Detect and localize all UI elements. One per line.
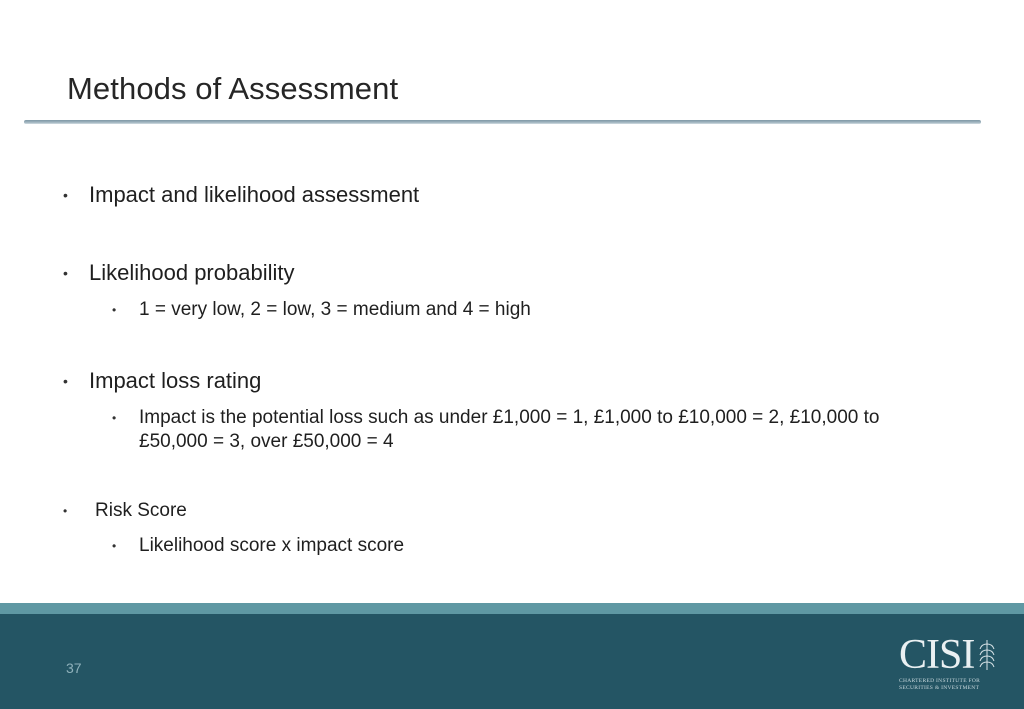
page-number: 37 bbox=[66, 660, 82, 676]
bullet-text: Impact and likelihood assessment bbox=[89, 182, 420, 207]
bullet-dot-icon: • bbox=[63, 187, 68, 203]
sub-bullet-text: 1 = very low, 2 = low, 3 = medium and 4 = high bbox=[139, 299, 531, 320]
bullet-dot-icon: • bbox=[63, 373, 68, 389]
logo-wordmark: CISI bbox=[899, 632, 975, 678]
bullet-item bbox=[63, 180, 419, 210]
logo-tagline bbox=[899, 678, 997, 692]
footer-accent-band bbox=[0, 603, 1024, 614]
sub-bullet-item bbox=[112, 406, 879, 454]
bullet-item bbox=[63, 258, 294, 288]
sub-bullet-text bbox=[139, 406, 879, 454]
slide-title: Methods of Assessment bbox=[67, 71, 399, 106]
logo-tagline-line: CHARTERED INSTITUTE FOR bbox=[899, 678, 981, 684]
sub-bullet-item bbox=[112, 298, 531, 322]
bullet-dot-icon: • bbox=[112, 411, 117, 425]
bullet-item bbox=[63, 498, 187, 524]
sub-bullet-line: £50,000 = 3, over £50,000 = 4 bbox=[139, 431, 394, 452]
bullet-text: Likelihood probability bbox=[89, 260, 295, 285]
sub-bullet-line: Impact is the potential loss such as under £1,000 = 1, £1,000 to £10,000 = 2, £10,000 to bbox=[139, 407, 880, 428]
bullet-text: Risk Score bbox=[95, 500, 187, 521]
sub-bullet-text: Likelihood score x impact score bbox=[139, 535, 405, 556]
bullet-dot-icon: • bbox=[63, 504, 68, 518]
footer-bar bbox=[0, 614, 1024, 709]
sub-bullet-item bbox=[112, 534, 404, 558]
laurel-emblem-icon bbox=[978, 638, 996, 672]
logo-tagline-line: SECURITIES & INVESTMENT bbox=[899, 685, 980, 691]
bullet-dot-icon: • bbox=[63, 265, 68, 281]
bullet-dot-icon: • bbox=[112, 539, 117, 553]
bullet-dot-icon: • bbox=[112, 303, 117, 317]
cisi-logo bbox=[899, 634, 999, 692]
bullet-text: Impact loss rating bbox=[89, 368, 262, 393]
bullet-item bbox=[63, 366, 261, 396]
